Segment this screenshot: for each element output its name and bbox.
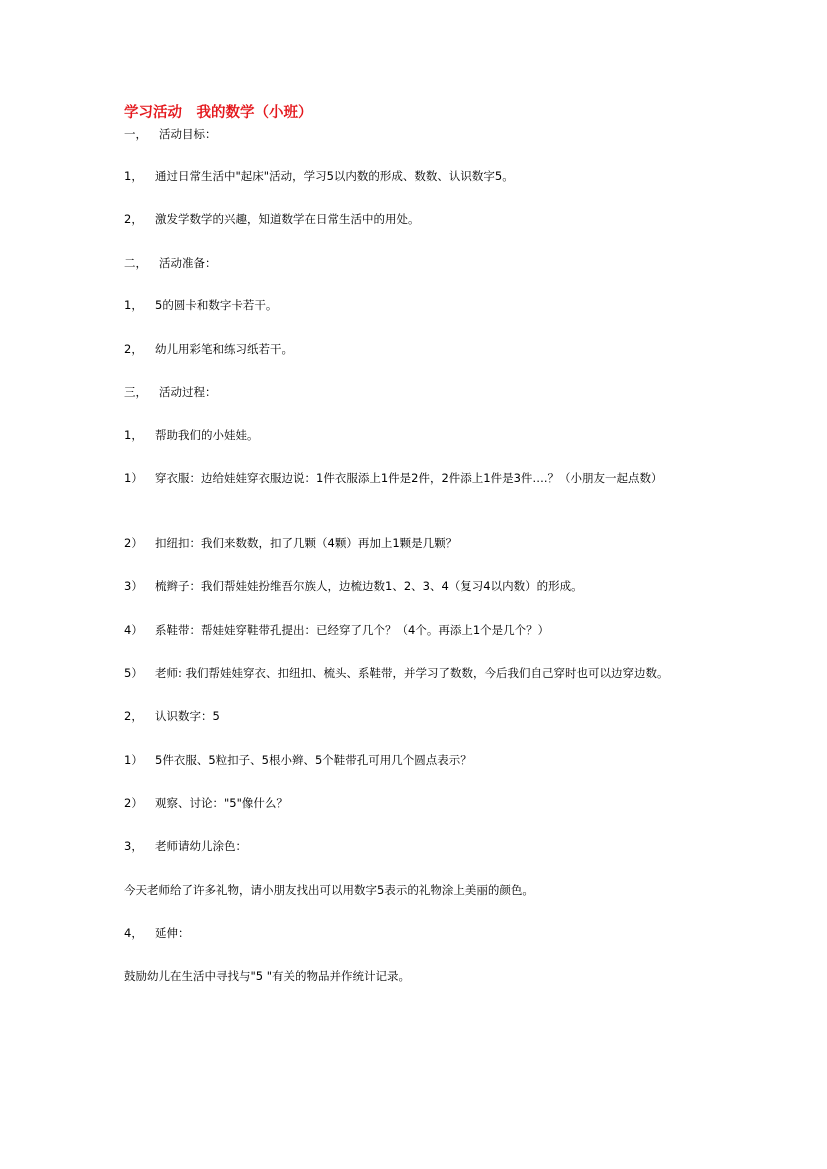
item-text: 老师: 我们帮娃娃穿衣、扣纽扣、梳头、系鞋带，并学习了数数，今后我们自己穿时也可以边穿边数。 (155, 666, 669, 680)
paragraph (124, 880, 534, 900)
item-text: 系鞋带：帮娃娃穿鞋带孔提出：已经穿了几个？（4个。再添上1个是几个？） (155, 623, 550, 637)
item-text: 幼儿用彩笔和练习纸若干。 (155, 342, 293, 356)
page-title: 学习活动 我的数学（小班） (124, 104, 313, 121)
list-item (124, 339, 293, 359)
item-number: 2， (124, 342, 143, 356)
item-number: 4， (124, 926, 143, 940)
list-item (124, 706, 220, 726)
list-item (124, 836, 247, 856)
list-item (124, 425, 259, 445)
item-number: 一， (124, 127, 147, 141)
item-text: 激发学数学的兴趣，知道数学在日常生活中的用处。 (155, 212, 420, 226)
list-item (124, 576, 583, 596)
item-number: 4） (124, 623, 143, 637)
item-number: 3） (124, 579, 143, 593)
item-text: 延伸： (155, 926, 190, 940)
item-text: 活动过程： (159, 385, 217, 399)
list-item (124, 923, 190, 943)
item-text: 扣纽扣：我们来数数，扣了几颗（4颗）再加上1颗是几颗？ (155, 536, 458, 550)
item-number: 1） (124, 753, 143, 767)
item-number: 3， (124, 839, 143, 853)
item-text: 5件衣服、5粒扣子、5根小辫、5个鞋带孔可用几个圆点表示？ (155, 753, 472, 767)
list-item (124, 295, 277, 315)
item-number: 1， (124, 428, 143, 442)
list-item (124, 793, 288, 813)
item-text: 老师请幼儿涂色： (155, 839, 247, 853)
item-number: 5） (124, 666, 143, 680)
list-item (124, 209, 420, 229)
item-text: 鼓励幼儿在生活中寻找与"5 "有关的物品并作统计记录。 (124, 969, 411, 983)
item-text: 活动准备： (159, 256, 217, 270)
item-number: 1） (124, 471, 143, 485)
item-text: 通过日常生活中"起床"活动，学习5以内数的形成、数数、认识数字5。 (155, 169, 514, 183)
list-item (124, 663, 669, 683)
item-number: 1， (124, 298, 143, 312)
list-item (124, 533, 457, 553)
item-number: 三， (124, 385, 147, 399)
item-text: 观察、讨论："5"像什么？ (155, 796, 288, 810)
item-text: 5的圆卡和数字卡若干。 (155, 298, 278, 312)
item-number: 2） (124, 796, 143, 810)
item-text: 活动目标： (159, 127, 217, 141)
item-text: 帮助我们的小娃娃。 (155, 428, 259, 442)
item-number: 2） (124, 536, 143, 550)
paragraph (124, 966, 410, 986)
list-item (124, 166, 514, 186)
item-number: 1， (124, 169, 143, 183)
item-text: 穿衣服：边给娃娃穿衣服边说：1件衣服添上1件是2件，2件添上1件是3件….？（小朋友一起点数） (155, 471, 663, 485)
list-item (124, 468, 709, 488)
section-heading (124, 253, 217, 273)
item-number: 2， (124, 212, 143, 226)
list-item (124, 620, 549, 640)
section-heading (124, 124, 217, 144)
item-text: 今天老师给了许多礼物，请小朋友找出可以用数字5表示的礼物涂上美丽的颜色。 (124, 883, 534, 897)
item-text: 认识数字：5 (155, 709, 220, 723)
list-item (124, 750, 472, 770)
section-heading (124, 382, 217, 402)
item-number: 2， (124, 709, 143, 723)
item-number: 二， (124, 256, 147, 270)
item-text: 梳辫子：我们帮娃娃扮维吾尔族人，边梳边数1、2、3、4（复习4以内数）的形成。 (155, 579, 583, 593)
